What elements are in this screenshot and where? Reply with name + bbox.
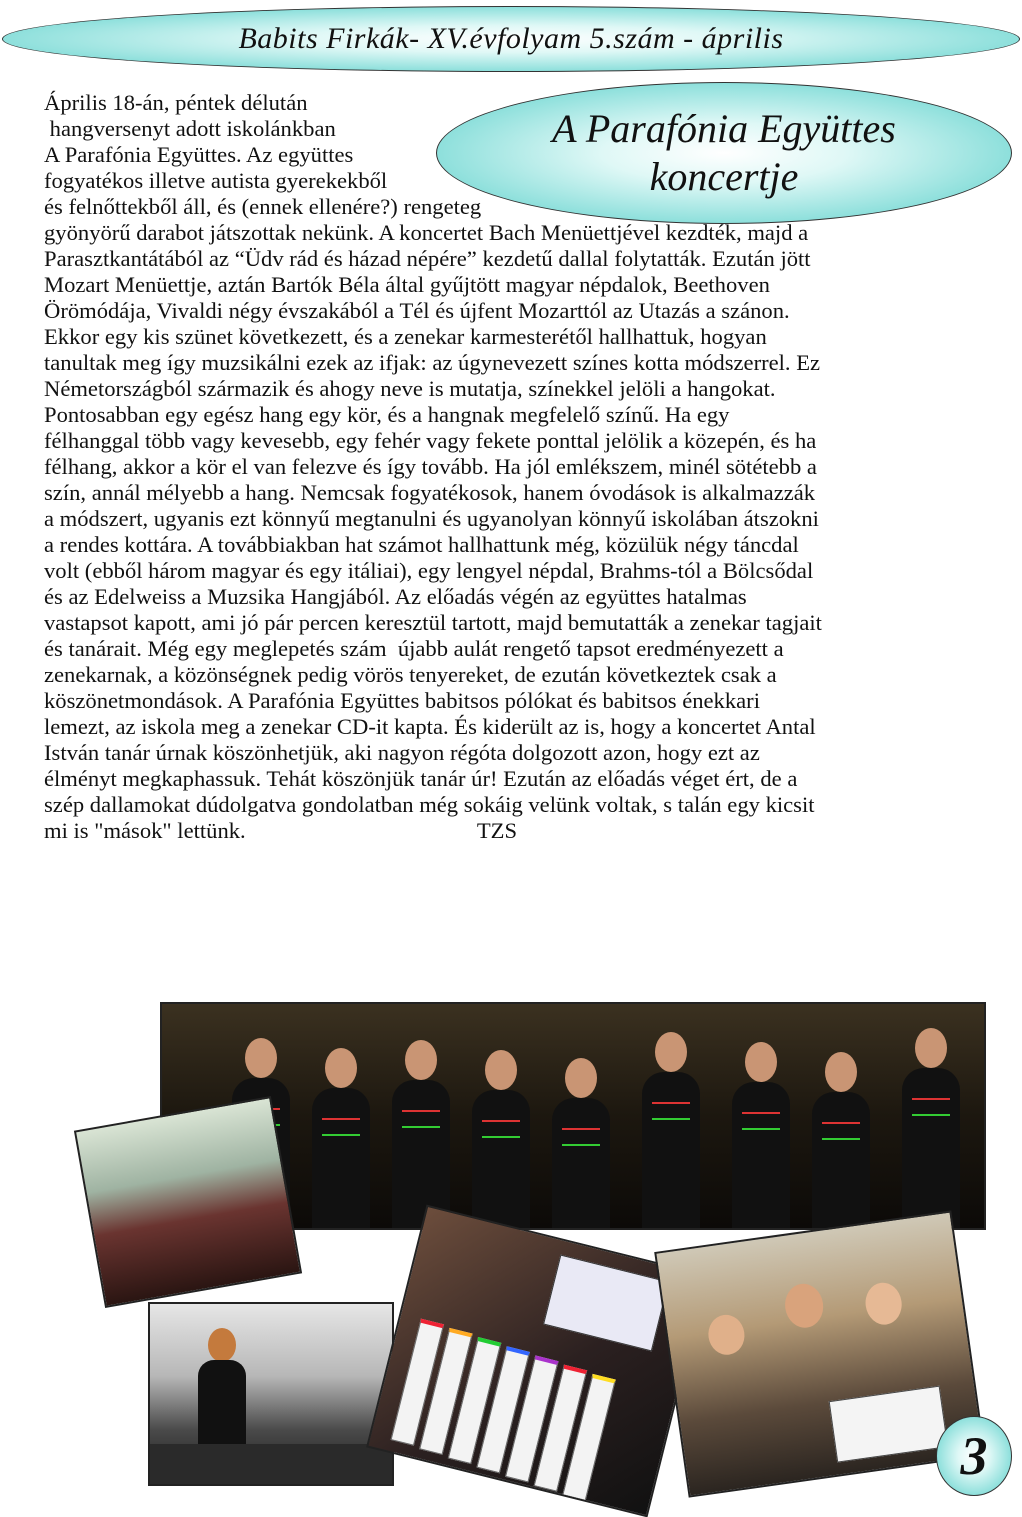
page-number-badge [936,1416,1012,1496]
article-line: Pontosabban egy egész hang egy kör, és a hangnak megfelelő színű. Ha egy [44,402,730,427]
article-line: mi is "mások" lettünk. TZS [44,818,518,843]
color-score-sheet [543,1255,669,1352]
article-line: Ekkor egy kis szünet következett, és a zenekar karmesterétől hallhattuk, hogyan [44,324,767,349]
performer-figure [902,1068,960,1228]
article-line: és az Edelweiss a Muzsika Hangjából. Az előadás végén az együttes hatalmas [44,584,747,609]
header-banner [2,6,1020,72]
article-line: szép dallamokat dúdolgatva gondolatban még sokáig velünk voltak, s talán egy kicsit [44,792,815,817]
article-line: Mozart Menüettje, aztán Bartók Béla által gyűjtött magyar népdalok, Beethoven [44,272,770,297]
performer-figure [642,1072,700,1228]
article-line: Németországból származik és ahogy neve is mutatja, színekkel jelöli a hangokat. [44,376,776,401]
article-line: félhang, akkor a kör el van felezve és így tovább. Ha jól emlékszem, minél sötétebb a [44,454,817,479]
speaker-photo [148,1302,394,1486]
performer-figure [812,1092,870,1228]
article-title-line: A Parafónia Együttes [552,106,896,151]
child-figure [863,1280,904,1327]
performer-figure [312,1088,370,1228]
article-line: Parasztkantátából az “Üdv rád és házad népére” kezdetű dallal folytatták. Ezután jött [44,246,811,271]
crowd-silhouette [150,1444,394,1484]
performer-figure [472,1090,530,1228]
article-title [552,105,896,201]
article-line: és tanárait. Még egy meglepetés szám újabb aulát rengető tapsot eredményezett a [44,636,784,661]
article-line: a módszert, ugyanis ezt könnyű megtanulni és ugyanolyan könnyű iskolában átszokni [44,506,819,531]
article-line: tanultak meg így muzsikálni ezek az ifjak: az úgynevezett színes kotta módszerrel. Ez [44,350,821,375]
article-line: zenekarnak, a közönségnek pedig vörös tenyereket, de ezután következtek csak a [44,662,777,687]
article-line: és felnőttekből áll, és (ennek ellenére?) rengeteg [44,194,482,219]
article-line: szín, annál mélyebb a hang. Nemcsak fogyatékosok, hanem óvodások is alkalmazzák [44,480,816,505]
article-line: lemezt, az iskola meg a zenekar CD-it kapta. És kiderült az is, hogy a koncertet Antal [44,714,816,739]
color-score-book [829,1386,949,1463]
child-figure [782,1281,826,1330]
header-title: Babits Firkák- XV.évfolyam 5.szám - április [238,22,784,55]
article-title-oval [436,82,1012,224]
article-line: vastapsot kapott, ami jó pár percen keresztül tartott, majd bemutatták a zenekar tagjait [44,610,822,635]
article-line: Április 18-án, péntek délután [44,90,308,115]
speaker-body [198,1360,246,1450]
article-title-line: koncertje [649,154,799,199]
article-line: István tanár úrnak köszönhetjük, aki nagyon régóta dolgozott azon, hogy ezt az [44,740,760,765]
performer-figure [732,1082,790,1228]
speaker-figure [208,1328,236,1362]
article-line: köszönetmondások. A Parafónia Együttes babitsos pólókat és babitsos énekkari [44,688,760,713]
article-line: A Parafónia Együttes. Az együttes [44,142,354,167]
article-line: félhanggal több vagy kevesebb, egy fehér vagy fekete ponttal jelölik a közepén, és ha [44,428,817,453]
performer-figure [392,1080,450,1228]
child-figure [706,1313,747,1358]
article-line: gyönyörű darabot játszottak nekünk. A koncertet Bach Menüettjével kezdték, majd a [44,220,809,245]
article-line: fogyatékos illetve autista gyerekekből [44,168,388,193]
article-line: a rendes kottára. A továbbiakban hat számot hallhattunk még, közülük négy táncdal [44,532,799,557]
article-line: hangversenyt adott iskolánkban [44,116,336,141]
page-number: 3 [960,1426,988,1486]
performer-figure [552,1098,610,1228]
article-line: Örömódája, Vivaldi négy évszakából a Tél és újfent Mozarttól az Utazás a szánon. [44,298,790,323]
audience-photo [74,1096,302,1308]
article-line: volt (ebből három magyar és egy itáliai), egy lengyel népdal, Brahms-tól a Bölcsődal [44,558,814,583]
article-line: élményt megkaphassuk. Tehát köszönjük tanár úr! Ezután az előadás véget ért, de a [44,766,798,791]
